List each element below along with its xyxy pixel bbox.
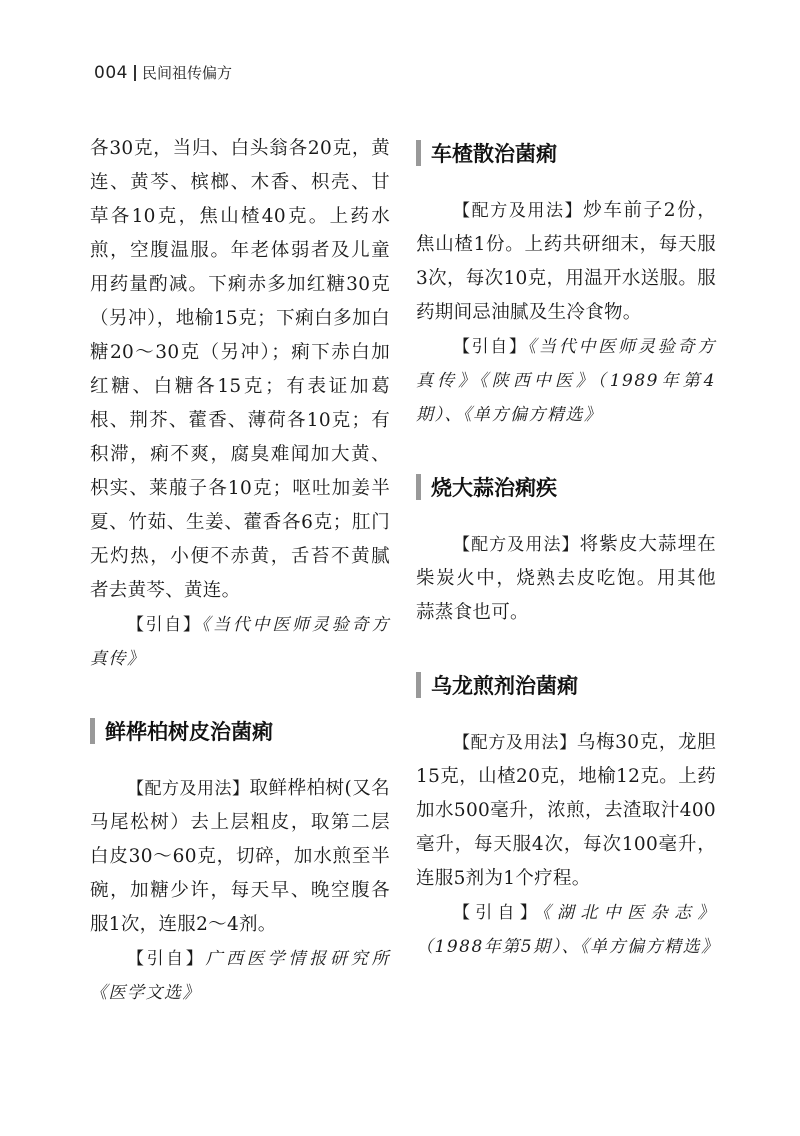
source-paragraph: [416, 330, 716, 432]
method-paragraph: [90, 772, 390, 942]
title-bar: [416, 140, 421, 166]
method-label: 【配方及用法】: [127, 779, 250, 799]
method-label: 【配方及用法】: [453, 733, 577, 753]
section-title-text: 车楂散治菌痢: [431, 142, 557, 166]
source-paragraph: [90, 942, 390, 1010]
source-label: 【引自】: [127, 615, 202, 635]
section-title: [416, 138, 716, 168]
section-title-text: 烧大蒜治痢疾: [431, 476, 557, 500]
page-number: 004: [94, 62, 128, 83]
method-paragraph: [416, 528, 716, 630]
header-divider: [134, 65, 136, 81]
continuation-paragraph: 各30克，当归、白头翁各20克，黄连、黄芩、槟榔、木香、枳壳、甘草各10克，焦山楂40克。上药水煎，空腹温服。年老体弱者及儿童用药量酌减。下痢赤多加红糖30克（另冲），地榆15克；下痢白多加白糖20～30克（另冲）；痢下赤白加红糖、白糖各15克；有表证加葛根、荆芥、藿香、薄荷各10克；有积滞，痢不爽，腐臭难闻加大黄、枳实、莱菔子各10克；呕吐加姜半夏、竹茹、生姜、藿香各6克；肛门无灼热，小便不赤黄，舌苔不黄腻者去黄芩、黄连。: [90, 138, 390, 601]
title-bar: [416, 672, 421, 698]
title-bar: [90, 718, 95, 744]
method-text: 将紫皮大蒜埋在柴炭火中，烧熟去皮吃饱。用其他蒜蒸食也可。: [416, 534, 716, 623]
method-label: 【配方及用法】: [453, 201, 584, 221]
source-label: 【引自】: [127, 949, 206, 969]
source-text: 《当代中医师灵验奇方真传》《陕西中医》（1989年第4期）、《单方偏方精选》: [416, 337, 717, 425]
source-text: 《当代中医师灵验奇方真传》: [90, 615, 391, 669]
source-paragraph: [416, 896, 720, 964]
book-title: 民间祖传偏方: [141, 64, 232, 82]
source-text: 《湖北中医杂志》（1988年第5期）、《单方偏方精选》: [416, 903, 720, 957]
method-text: 取鲜桦柏树(又名马尾松树）去上层粗皮，取第二层白皮30～60克，切碎，加水煎至半碗，加糖少许，每天早、晚空腹各服1次，连服2～4剂。: [90, 778, 390, 935]
left-column: [90, 132, 390, 1010]
source-label: 【引自】: [453, 337, 528, 357]
section-title: [416, 670, 716, 700]
method-paragraph: [416, 726, 716, 896]
method-paragraph: [416, 194, 716, 330]
continuation-source: [90, 608, 390, 676]
method-text: 炒车前子2份，焦山楂1份。上药共研细末，每天服3次，每次10克，用温开水送服。服药期间忌油腻及生冷食物。: [416, 200, 716, 323]
section-title-text: 乌龙煎剂治菌痢: [431, 674, 578, 698]
title-bar: [416, 474, 421, 500]
section-title: [90, 716, 390, 746]
source-text: 广西医学情报研究所《医学文选》: [90, 949, 391, 1003]
running-header: [94, 62, 232, 83]
method-text: 乌梅30克，龙胆15克，山楂20克，地榆12克。上药加水500毫升，浓煎，去渣取汁400毫升，每天服4次，每次100毫升，连服5剂为1个疗程。: [416, 732, 716, 889]
section-title: [416, 472, 716, 502]
section-title-text: 鲜桦柏树皮治菌痢: [105, 720, 273, 744]
right-column: [416, 132, 720, 964]
method-label: 【配方及用法】: [453, 535, 580, 555]
source-label: 【引自】: [453, 903, 542, 923]
